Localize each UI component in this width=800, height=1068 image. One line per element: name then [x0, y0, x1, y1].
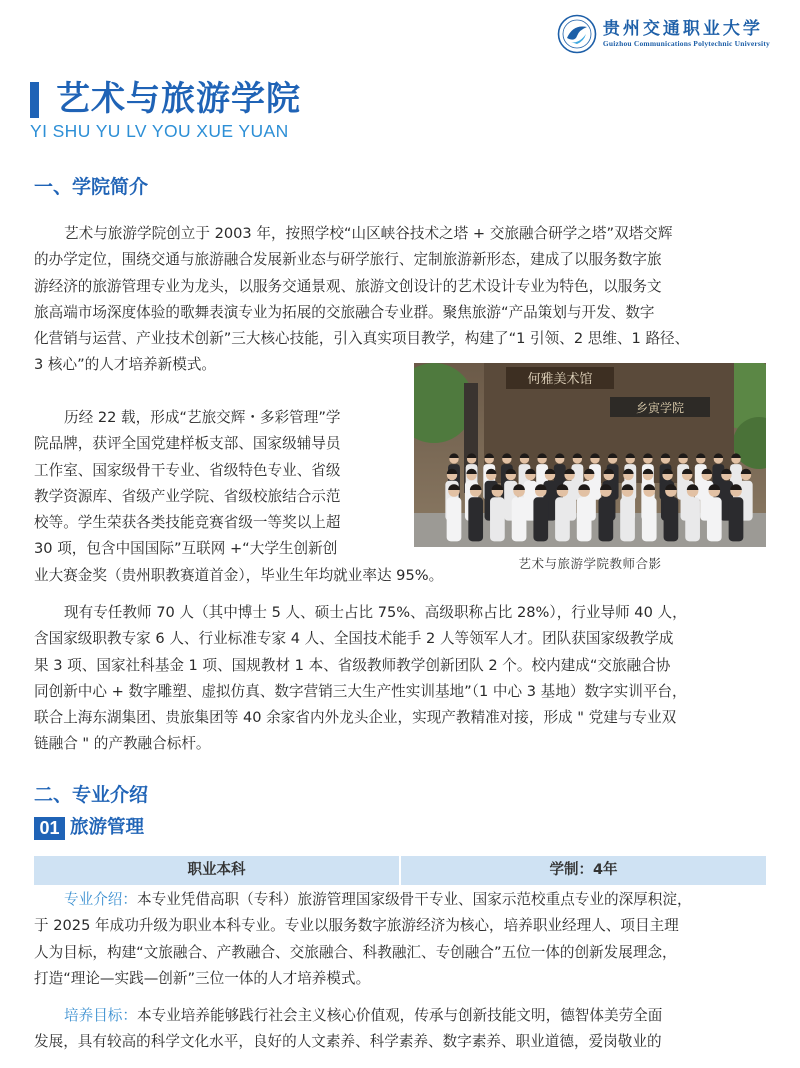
- person-body: [642, 497, 657, 541]
- text-line: 3 核心”的人才培养新模式。: [34, 356, 217, 374]
- person-body: [598, 497, 613, 541]
- text-line: 同创新中心 + 数字雕塑、虚拟仿真、数字营销三大生产性实训基地”（1 中心 3 基地）数字实训平台，: [34, 682, 687, 700]
- person-body: [533, 497, 548, 541]
- text-line: [34, 887, 766, 913]
- section-heading-intro: 一、学院简介: [34, 176, 149, 198]
- text-line: 发展，具有较高的科学文化水平，良好的人文素养、科学素养、数字素养、职业道德，爱岗敬业的: [34, 1033, 662, 1051]
- major-goal-paragraph: [34, 1003, 766, 1056]
- person-body: [577, 497, 592, 541]
- photo-caption: 艺术与旅游学院教师合影: [518, 556, 662, 571]
- school-name-cn: 贵州交通职业大学: [602, 19, 763, 39]
- major-name: 旅游管理: [70, 817, 145, 838]
- major-goal-label: 培养目标：: [64, 1007, 137, 1024]
- text-line: 院品牌，获评全国党建样板支部、国家级辅导员: [34, 435, 341, 453]
- text-line: 打造“理论—实践—创新”三位一体的人才培养模式。: [34, 969, 371, 987]
- text-line: 现有专任教师 70 人（其中博士 5 人、硕士占比 75%、高级职称占比 28%），行业导师 40 人，: [64, 604, 687, 621]
- text-line: 旅高端市场深度体验的歌舞表演专业为拓展的交旅融合专业群。聚焦旅游“产品策划与开发、数字: [34, 303, 655, 321]
- text-line: 的办学定位，围绕交通与旅游融合发展新业态与研学旅行、定制旅游新形态，建成了以服务数字旅: [34, 251, 662, 269]
- text-line: 链融合 " 的产教融合标杆。: [34, 735, 211, 753]
- text-line: 化营销与运营、产业技术创新”三大核心技能，引入真实项目教学，构建了“1 引领、2 思维、1 路径、: [34, 330, 690, 348]
- page-title-pinyin: YI SHU YU LV YOU XUE YUAN: [30, 121, 289, 141]
- text-line: 工作室、国家级骨干专业、省级特色专业、省级: [34, 461, 341, 479]
- major-intro-label: 专业介绍：: [64, 891, 137, 908]
- text-line: 教学资源库、省级产业学院、省级校旅结合示范: [34, 487, 341, 505]
- school-emblem-icon: [557, 14, 597, 54]
- text-line-content: 本专业凭借高职（专科）旅游管理国家级骨干专业、国家示范校重点专业的深厚积淀，: [136, 891, 692, 908]
- plaque-left-text: 何雅美术馆: [527, 372, 593, 387]
- person-body: [685, 497, 700, 541]
- person-body: [468, 497, 483, 541]
- person-body: [664, 497, 679, 541]
- person-body: [729, 497, 744, 541]
- plaque-right-text: 乡寅学院: [635, 401, 685, 415]
- text-line: 联合上海东湖集团、贵旅集团等 40 余家省内外龙头企业，实现产教精准对接，形成 " 党建与专业双: [34, 709, 677, 727]
- text-line: 果 3 项、国家社科基金 1 项、国规教材 1 本、省级教师教学创新团队 2 个。校内建成“交旅融合协: [34, 656, 671, 674]
- text-line: 游经济的旅游管理专业为龙头，以服务交通景观、旅游文创设计的艺术设计专业为特色，以服务文: [34, 277, 662, 295]
- text-line: 校等。学生荣获各类技能竞赛省级一等奖以上超: [34, 514, 341, 532]
- intro-paragraph-1: [34, 221, 766, 379]
- group-photo-illustration: [414, 363, 766, 547]
- page-title: 艺术与旅游学院: [56, 79, 301, 119]
- major-intro-paragraph: [34, 887, 766, 992]
- intro-paragraph-3: [34, 600, 766, 758]
- major-duration-cell: 学制：4年: [401, 856, 766, 885]
- text-line: 含国家级职教专家 6 人、行业标准专家 4 人、全国技术能手 2 人等领军人才。团队获国家级教学成: [34, 630, 674, 648]
- person-body: [447, 497, 462, 541]
- title-accent-bar: [30, 82, 39, 118]
- text-line-content: 本专业培养能够践行社会主义核心价值观，传承与创新技能文明，德智体美劳全面: [136, 1007, 663, 1024]
- text-line: 艺术与旅游学院创立于 2003 年，按照学校“山区峡谷技术之塔 + 交旅融合研学之塔”双塔交辉: [64, 225, 673, 242]
- major-info-table: [34, 856, 766, 885]
- major-number-badge: 01: [34, 817, 65, 840]
- person-body: [512, 497, 527, 541]
- text-line: 人为目标，构建“文旅融合、产教融合、交旅融合、科教融汇、专创融合”五位一体的创新发展理念，: [34, 943, 677, 961]
- section-heading-majors: 二、专业介绍: [34, 784, 149, 806]
- person-body: [620, 497, 635, 541]
- person-body: [490, 497, 505, 541]
- person-body: [555, 497, 570, 541]
- text-line: [34, 1003, 766, 1029]
- text-line: 于 2025 年成功升级为职业本科专业。专业以服务数字旅游经济为核心，培养职业经理人、项目主理: [34, 917, 679, 935]
- person-body: [707, 497, 722, 541]
- text-line: 30 项，包含中国国际”互联网 +“大学生创新创: [34, 540, 338, 558]
- school-name-en: Guizhou Communications Polytechnic University: [602, 39, 770, 48]
- text-line: 业大赛金奖（贵州职教赛道首金），毕业生年均就业率达 95%。: [34, 566, 444, 584]
- faculty-group-photo: [414, 363, 766, 547]
- school-logo: [557, 14, 770, 54]
- text-line: 历经 22 载，形成“艺旅交辉・多彩管理”学: [64, 409, 341, 426]
- major-level-cell: 职业本科: [34, 856, 399, 885]
